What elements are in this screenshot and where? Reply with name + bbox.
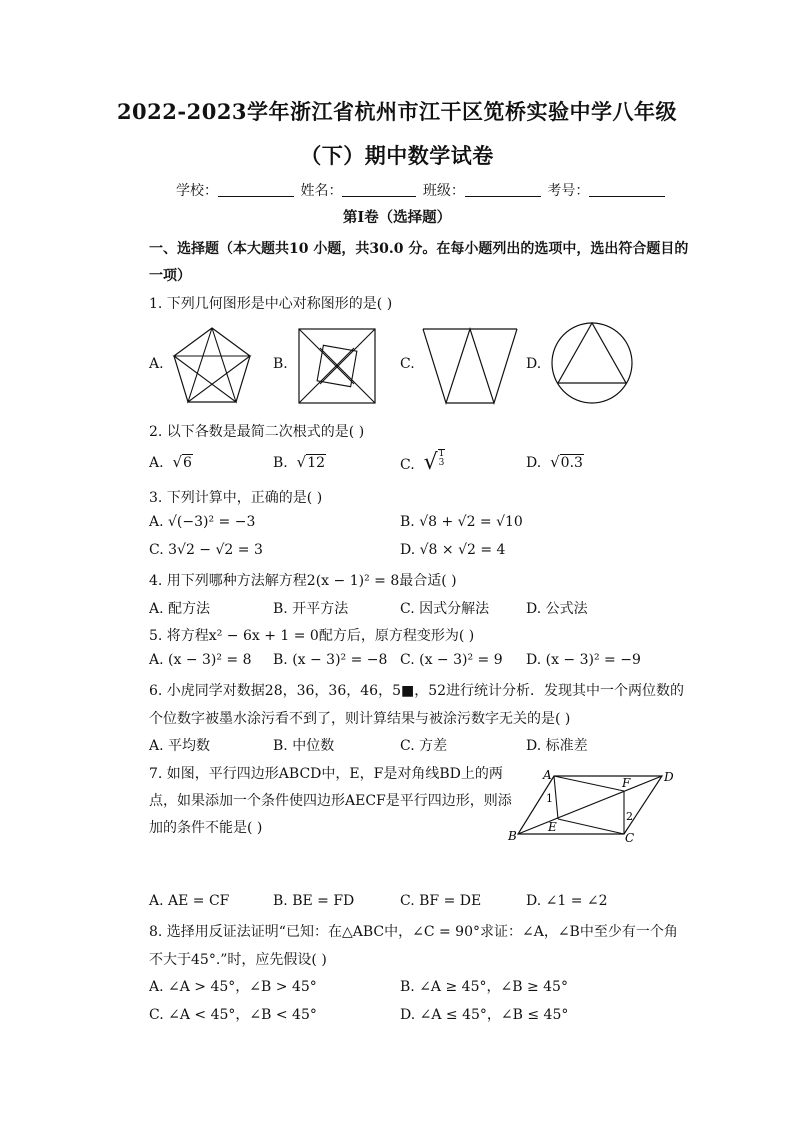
q7-label-angle1: 1 xyxy=(546,792,553,805)
q3-option-c: C. 3√2 − √2 = 3 xyxy=(149,542,263,558)
q8-stem-line2: 不大于45°.”时，应先假设( ) xyxy=(149,952,327,968)
exam-title-line1: 2022-2023学年浙江省杭州市江干区笕桥实验中学八年级 xyxy=(116,99,678,124)
name-label: 姓名： xyxy=(300,183,343,199)
q5-option-a: A. (x − 3)² = 8 xyxy=(149,652,252,668)
q7-stem-line3: 加的条件不能是( ) xyxy=(149,820,263,836)
section-title: 第I卷（选择题） xyxy=(342,209,452,226)
q7-label-d: D xyxy=(664,770,674,784)
q3-stem: 3. 下列计算中，正确的是( ) xyxy=(149,490,323,506)
q7-label-a: A xyxy=(543,768,552,782)
q8-option-c: C. ∠A < 45°，∠B < 45° xyxy=(149,1007,317,1023)
q7-label-f: F xyxy=(622,776,631,790)
student-info-row xyxy=(176,180,667,200)
exam-number-label: 考号： xyxy=(547,183,590,199)
q2-stem: 2. 以下各数是最简二次根式的是( ) xyxy=(149,424,365,440)
q1-figure-b-squares xyxy=(298,328,376,404)
q4-option-d: D. 公式法 xyxy=(526,601,588,617)
q6-option-a: A. 平均数 xyxy=(149,738,211,754)
class-blank xyxy=(465,182,541,197)
q7-label-c: C xyxy=(625,831,635,845)
q1-figure-a-pentagon-star xyxy=(170,326,254,406)
q5-option-d: D. (x − 3)² = −9 xyxy=(526,652,641,668)
q2-option-b: B. √12 xyxy=(273,453,326,471)
q4-stem: 4. 用下列哪种方法解方程2(x − 1)² = 8最合适( ) xyxy=(149,573,457,589)
q6-stem-line1: 6. 小虎同学对数据28，36，36，46，5■，52进行统计分析．发现其中一个两位数的 xyxy=(149,683,685,699)
q7-stem-line2: 点，如果添加一个条件使四边形AECF是平行四边形，则添 xyxy=(149,793,512,809)
q1-option-a: A. xyxy=(149,356,164,372)
name-blank xyxy=(342,182,416,197)
class-label: 班级： xyxy=(422,183,465,199)
q6-option-c: C. 方差 xyxy=(400,738,448,754)
q8-option-b: B. ∠A ≥ 45°，∠B ≥ 45° xyxy=(400,979,568,995)
q1-option-d: D. xyxy=(526,356,542,372)
q7-label-e: E xyxy=(548,820,557,834)
q8-option-a: A. ∠A > 45°，∠B > 45° xyxy=(149,979,317,995)
q8-option-d: D. ∠A ≤ 45°，∠B ≤ 45° xyxy=(400,1007,569,1023)
part1-heading-line1: 一、选择题（本大题共10 小题，共30.0 分。在每小题列出的选项中，选出符合题目的 xyxy=(149,241,689,257)
school-blank xyxy=(218,182,294,197)
q5-option-b: B. (x − 3)² = −8 xyxy=(273,652,388,668)
q1-figure-c-trapezoid xyxy=(422,328,518,404)
q5-option-c: C. (x − 3)² = 9 xyxy=(400,652,503,668)
q7-stem-line1: 7. 如图，平行四边形ABCD中，E，F是对角线BD上的两 xyxy=(149,766,503,782)
q2-option-c: C. √1 3 xyxy=(400,449,445,475)
q3-option-b: B. √8 + √2 = √10 xyxy=(400,514,523,530)
q2-option-d: D. √0.3 xyxy=(526,453,583,471)
q3-option-a: A. √(−3)² = −3 xyxy=(149,514,256,530)
q6-option-d: D. 标准差 xyxy=(526,738,588,754)
q2-option-a: A. √6 xyxy=(149,453,192,471)
q1-figure-d-triangle-circle xyxy=(550,321,634,405)
q7-option-d: D. ∠1 = ∠2 xyxy=(526,893,608,909)
exam-number-blank xyxy=(589,182,665,197)
q7-option-c: C. BF = DE xyxy=(400,893,482,909)
q1-option-b: B. xyxy=(273,356,288,372)
q5-stem: 5. 将方程x² − 6x + 1 = 0配方后，原方程变形为( ) xyxy=(149,628,475,644)
q4-option-c: C. 因式分解法 xyxy=(400,601,490,617)
q7-option-b: B. BE = FD xyxy=(273,893,355,909)
q8-stem-line1: 8. 选择用反证法证明“已知：在△ABC中，∠C = 90°求证：∠A，∠B中至少有一个角 xyxy=(149,924,678,940)
q7-label-angle2: 2 xyxy=(626,810,633,823)
q7-option-a: A. AE = CF xyxy=(149,893,230,909)
exam-title-line2: （下）期中数学试卷 xyxy=(300,143,494,168)
q1-stem: 1. 下列几何图形是中心对称图形的是( ) xyxy=(149,296,393,312)
q4-option-b: B. 开平方法 xyxy=(273,601,349,617)
school-label: 学校： xyxy=(176,183,218,199)
q3-option-d: D. √8 × √2 = 4 xyxy=(400,542,506,558)
q4-option-a: A. 配方法 xyxy=(149,601,211,617)
q6-stem-line2: 个位数字被墨水涂污看不到了，则计算结果与被涂污数字无关的是( ) xyxy=(149,711,571,727)
q7-figure-parallelogram xyxy=(506,766,676,845)
q6-option-b: B. 中位数 xyxy=(273,738,335,754)
part1-heading-line2: 一项） xyxy=(149,268,191,284)
q1-option-c: C. xyxy=(400,356,415,372)
q7-label-b: B xyxy=(508,829,517,843)
